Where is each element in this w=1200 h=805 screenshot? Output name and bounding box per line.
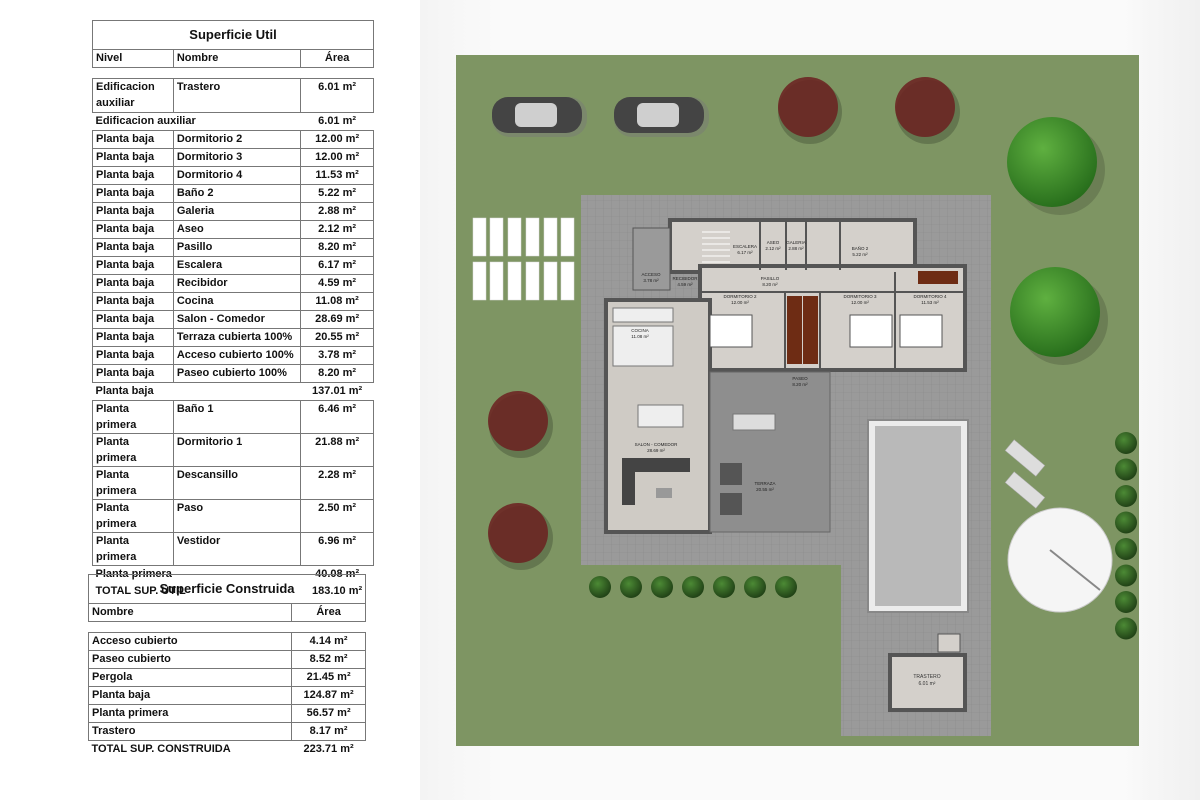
room-area: 3.78 m² bbox=[643, 278, 659, 283]
table-cell-nivel: Planta baja bbox=[93, 347, 174, 365]
table-cell-nombre: Dormitorio 3 bbox=[173, 149, 300, 167]
util-table-title: Superficie Util bbox=[93, 21, 374, 50]
table-row bbox=[93, 311, 374, 329]
room-area: 11.08 m² bbox=[631, 334, 649, 339]
table-cell-nivel: Planta baja bbox=[93, 167, 174, 185]
table-row bbox=[93, 347, 374, 365]
room-area: 8.20 m² bbox=[762, 282, 778, 287]
planta-baja-rows bbox=[93, 131, 374, 383]
table-cell-nombre: Galeria bbox=[173, 203, 300, 221]
table-cell-nombre: Salon - Comedor bbox=[173, 311, 300, 329]
hedge-shrub-icon bbox=[1115, 538, 1137, 560]
table-row bbox=[89, 669, 366, 687]
table-cell-area: 8.20 m² bbox=[301, 239, 374, 257]
table-cell-nombre: Paso bbox=[173, 500, 300, 533]
table-cell-nivel: Planta primera bbox=[93, 401, 174, 434]
construida-rows bbox=[89, 633, 366, 741]
room-area: 2.88 m² bbox=[788, 246, 804, 251]
table-cell-area: 20.55 m² bbox=[301, 329, 374, 347]
table-cell-area: 6.46 m² bbox=[301, 401, 374, 434]
table-row bbox=[89, 633, 366, 651]
table-row bbox=[89, 723, 366, 741]
table-cell-nombre: Escalera bbox=[173, 257, 300, 275]
table-row bbox=[93, 401, 374, 434]
header-area: Área bbox=[301, 50, 374, 68]
table-cell-nivel: Edificacion auxiliar bbox=[93, 79, 174, 113]
room-label: DORMITORIO 2 bbox=[723, 294, 757, 299]
table-cell-nombre: Baño 1 bbox=[173, 401, 300, 434]
car-icon bbox=[492, 97, 587, 137]
room-label: GALERIA bbox=[786, 240, 806, 245]
table-cell-nombre: Terraza cubierta 100% bbox=[173, 329, 300, 347]
room-label: DORMITORIO 3 bbox=[843, 294, 877, 299]
subtotal-area: 40.08 m² bbox=[301, 566, 374, 584]
room-label: DORMITORIO 4 bbox=[913, 294, 947, 299]
table-cell-area: 124.87 m² bbox=[292, 687, 366, 705]
table-cell-nivel: Planta baja bbox=[93, 131, 174, 149]
room-area: 4.59 m² bbox=[677, 282, 693, 287]
construida-table-title: Superficie Construida bbox=[89, 575, 366, 604]
room-area: 5.22 m² bbox=[852, 252, 868, 257]
table-row bbox=[93, 293, 374, 311]
table-row bbox=[93, 221, 374, 239]
table-cell-nombre: Vestidor bbox=[173, 533, 300, 566]
room-area: 12.00 m² bbox=[731, 300, 749, 305]
superficie-util-table bbox=[92, 20, 374, 600]
table-cell-nombre: Planta primera bbox=[89, 705, 292, 723]
header-nivel: Nivel bbox=[93, 50, 174, 68]
hedge-shrub-icon bbox=[744, 576, 766, 598]
table-row bbox=[93, 257, 374, 275]
table-cell-nivel: Planta baja bbox=[93, 239, 174, 257]
table-cell-area: 3.78 m² bbox=[301, 347, 374, 365]
table-cell-nombre: Dormitorio 2 bbox=[173, 131, 300, 149]
total-label: TOTAL SUP. CONSTRUIDA bbox=[91, 743, 231, 755]
site-plan bbox=[420, 0, 1200, 800]
table-cell-nombre: Dormitorio 1 bbox=[173, 434, 300, 467]
table-cell-nivel: Planta baja bbox=[93, 257, 174, 275]
hedge-shrub-icon bbox=[651, 576, 673, 598]
table-cell-nombre: Acceso cubierto bbox=[89, 633, 292, 651]
superficie-construida-table bbox=[88, 574, 366, 758]
table-cell-nombre: Acceso cubierto 100% bbox=[173, 347, 300, 365]
table-cell-nivel: Planta baja bbox=[93, 311, 174, 329]
room-label: PASEO bbox=[792, 376, 808, 381]
table-cell-area: 21.45 m² bbox=[292, 669, 366, 687]
room-label: COCINA bbox=[631, 328, 649, 333]
table-cell-nombre: Paseo cubierto bbox=[89, 651, 292, 669]
hedge-shrub-icon bbox=[713, 576, 735, 598]
table-cell-area: 12.00 m² bbox=[301, 131, 374, 149]
hedge-shrub-icon bbox=[682, 576, 704, 598]
table-cell-area: 2.50 m² bbox=[301, 500, 374, 533]
subtotal-label: Planta baja bbox=[93, 383, 301, 401]
table-cell-nombre: Descansillo bbox=[173, 467, 300, 500]
table-row bbox=[93, 434, 374, 467]
hedge-shrub-icon bbox=[775, 576, 797, 598]
site-plan-panel bbox=[420, 0, 1200, 800]
room-label: RECIBIDOR bbox=[672, 276, 698, 281]
room-label: ESCALERA bbox=[732, 244, 758, 249]
table-cell-area: 8.52 m² bbox=[292, 651, 366, 669]
table-cell-area: 12.00 m² bbox=[301, 149, 374, 167]
total-area: 183.10 m² bbox=[312, 585, 363, 597]
table-cell-nivel: Planta primera bbox=[93, 500, 174, 533]
hedge-shrub-icon bbox=[589, 576, 611, 598]
room-area: 6.17 m² bbox=[737, 250, 753, 255]
swimming-pool bbox=[868, 420, 968, 612]
table-cell-area: 6.17 m² bbox=[301, 257, 374, 275]
total-label: TOTAL SUP. UTIL bbox=[95, 585, 186, 597]
room-area: 8.20 m² bbox=[792, 382, 808, 387]
room-area-trastero: 6.01 m² bbox=[918, 681, 936, 687]
room-area: 28.69 m² bbox=[647, 448, 665, 453]
table-row bbox=[93, 533, 374, 566]
hedge-shrub-icon bbox=[1115, 512, 1137, 534]
table-cell-area: 2.88 m² bbox=[301, 203, 374, 221]
room-label: SALON - COMEDOR bbox=[634, 442, 678, 447]
planta-primera-rows bbox=[93, 401, 374, 566]
table-cell-nombre: Recibidor bbox=[173, 275, 300, 293]
header-area: Área bbox=[292, 604, 366, 622]
table-cell-nivel: Planta baja bbox=[93, 293, 174, 311]
table-row bbox=[89, 651, 366, 669]
hedge-shrub-icon bbox=[1115, 459, 1137, 481]
table-row bbox=[93, 185, 374, 203]
table-cell-nivel: Planta baja bbox=[93, 185, 174, 203]
room-label-trastero: TRASTERO bbox=[913, 674, 941, 680]
table-row bbox=[93, 149, 374, 167]
total-area: 223.71 m² bbox=[303, 743, 354, 755]
table-cell-area: 2.12 m² bbox=[301, 221, 374, 239]
umbrella-icon bbox=[1008, 508, 1112, 612]
hedge-shrub-icon bbox=[1115, 618, 1137, 640]
table-row bbox=[93, 167, 374, 185]
room-label: BAÑO 2 bbox=[851, 246, 869, 251]
subtotal-label: Edificacion auxiliar bbox=[93, 113, 301, 131]
hedge-shrub-icon bbox=[620, 576, 642, 598]
hedge-shrub-icon bbox=[1115, 432, 1137, 454]
table-row bbox=[93, 239, 374, 257]
table-row bbox=[93, 275, 374, 293]
table-cell-area: 8.17 m² bbox=[292, 723, 366, 741]
table-cell-nivel: Planta baja bbox=[93, 275, 174, 293]
room-area: 20.55 m² bbox=[756, 487, 774, 492]
table-cell-nombre: Trastero bbox=[89, 723, 292, 741]
table-cell-area: 11.53 m² bbox=[301, 167, 374, 185]
table-cell-area: 11.08 m² bbox=[301, 293, 374, 311]
table-cell-nombre: Trastero bbox=[173, 79, 300, 113]
table-cell-nivel: Planta baja bbox=[93, 221, 174, 239]
table-cell-area: 21.88 m² bbox=[301, 434, 374, 467]
table-row bbox=[93, 329, 374, 347]
table-cell-area: 56.57 m² bbox=[292, 705, 366, 723]
table-cell-nombre: Aseo bbox=[173, 221, 300, 239]
room-label: PASILLO bbox=[760, 276, 780, 281]
table-cell-nivel: Planta baja bbox=[93, 329, 174, 347]
table-cell-area: 6.01 m² bbox=[301, 79, 374, 113]
table-row bbox=[93, 500, 374, 533]
hedge-shrub-icon bbox=[1115, 485, 1137, 507]
room-label: TERRAZA bbox=[754, 481, 776, 486]
car-icon bbox=[614, 97, 709, 137]
hedge-shrub-icon bbox=[1115, 565, 1137, 587]
subtotal-area: 6.01 m² bbox=[301, 113, 374, 131]
hedge-shrub-icon bbox=[1115, 591, 1137, 613]
table-cell-nombre: Planta baja bbox=[89, 687, 292, 705]
table-row bbox=[93, 203, 374, 221]
subtotal-area: 137.01 m² bbox=[301, 383, 374, 401]
table-cell-area: 4.14 m² bbox=[292, 633, 366, 651]
table-cell-area: 8.20 m² bbox=[301, 365, 374, 383]
table-row bbox=[89, 687, 366, 705]
room-area: 11.53 m² bbox=[921, 300, 939, 305]
header-nombre: Nombre bbox=[173, 50, 300, 68]
table-cell-area: 5.22 m² bbox=[301, 185, 374, 203]
table-cell-nombre: Baño 2 bbox=[173, 185, 300, 203]
table-row bbox=[93, 467, 374, 500]
table-cell-area: 28.69 m² bbox=[301, 311, 374, 329]
area-tables-panel bbox=[0, 0, 420, 800]
table-cell-nivel: Planta baja bbox=[93, 149, 174, 167]
table-cell-nivel: Planta primera bbox=[93, 467, 174, 500]
room-label: ASEO bbox=[766, 240, 780, 245]
table-cell-nombre: Dormitorio 4 bbox=[173, 167, 300, 185]
table-row bbox=[93, 131, 374, 149]
table-row bbox=[89, 705, 366, 723]
table-cell-nombre: Pergola bbox=[89, 669, 292, 687]
table-cell-area: 4.59 m² bbox=[301, 275, 374, 293]
table-cell-nivel: Planta baja bbox=[93, 203, 174, 221]
table-cell-nombre: Cocina bbox=[173, 293, 300, 311]
room-area: 12.00 m² bbox=[851, 300, 869, 305]
table-cell-area: 6.96 m² bbox=[301, 533, 374, 566]
table-cell-nombre: Pasillo bbox=[173, 239, 300, 257]
table-cell-nivel: Planta baja bbox=[93, 365, 174, 383]
table-cell-nivel: Planta primera bbox=[93, 533, 174, 566]
room-label: ACCESO bbox=[641, 272, 661, 277]
table-cell-area: 2.28 m² bbox=[301, 467, 374, 500]
header-nombre: Nombre bbox=[89, 604, 292, 622]
table-cell-nivel: Planta primera bbox=[93, 434, 174, 467]
room-area: 2.12 m² bbox=[765, 246, 781, 251]
subtotal-label: Planta primera bbox=[93, 566, 301, 584]
table-cell-nombre: Paseo cubierto 100% bbox=[173, 365, 300, 383]
table-row bbox=[93, 365, 374, 383]
